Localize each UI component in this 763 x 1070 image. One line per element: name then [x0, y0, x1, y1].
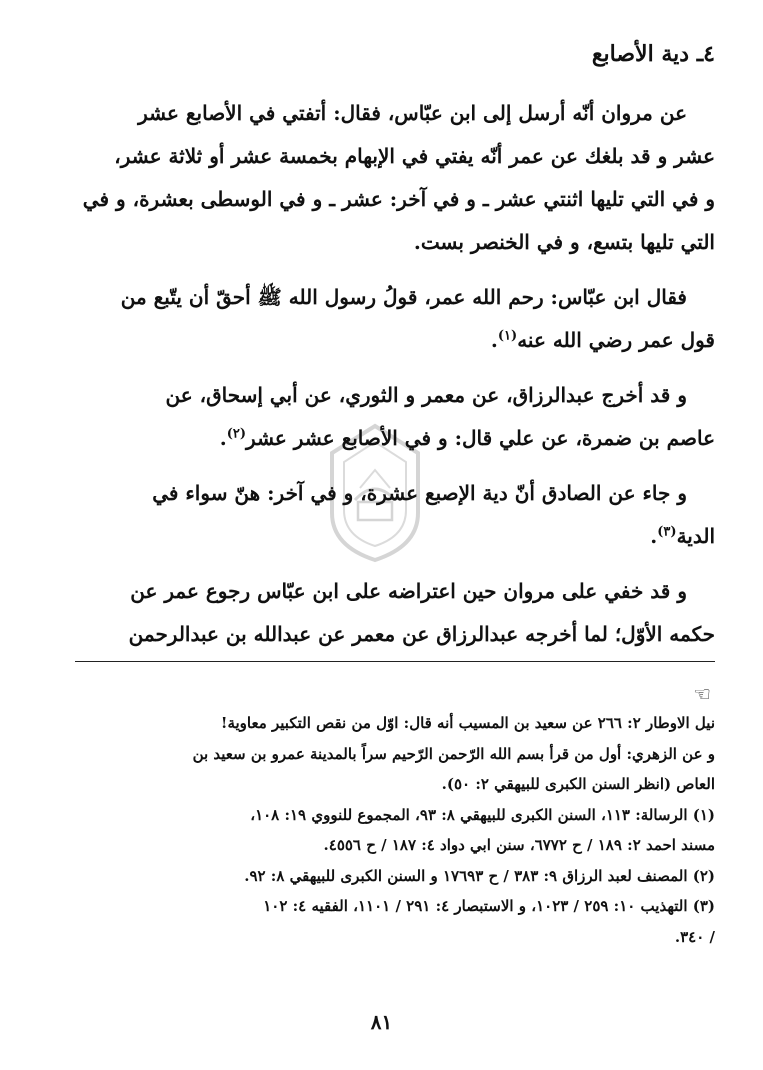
footnote-1: (١) الرسالة: ١١٣، السنن الكبرى للبيهقي ٨: ٩٣، المجموع للنووي ١٩: ١٠٨، — [250, 805, 715, 824]
footnote-line: العاص (انظر السنن الكبرى للبيهقي ٢: ٥٠). — [441, 775, 715, 793]
footnote-line: نيل الاوطار ٢: ٢٦٦ عن سعيد بن المسيب أنه قال: اوّل من نقص التكبير معاوية! — [220, 714, 715, 732]
text-line: الدية$^{(٣)}$. — [650, 524, 715, 548]
text-line: و قد أخرج عبدالرزاق، عن معمر و الثوري، عن أبي إسحاق، عن — [165, 383, 687, 407]
paragraph-3 — [48, 374, 715, 460]
paragraph-5 — [48, 570, 715, 656]
footnote-3: (٣) التهذيب ١٠: ٢٥٩ / ١٠٢٣، و الاستبصار ٤: ٢٩١ / ١١٠١، الفقيه ٤: ١٠٢ — [263, 897, 715, 915]
text-line: و جاء عن الصادق أنّ دية الإصبع عشرة، و في آخر: هنّ سواء في — [152, 481, 687, 505]
footnote-line: و عن الزهري: أول من قرأ بسم الله الرّحمن الرّحيم سراً بالمدينة عمرو بن سعيد بن — [192, 744, 715, 763]
paragraph-2 — [48, 276, 715, 362]
footnote-ref-1[interactable]: (١) — [497, 328, 518, 344]
text-line: حكمه الأوّل؛ لما أخرجه عبدالرزاق عن معمر عن عبدالله بن عبدالرحمن — [128, 622, 715, 646]
page-number: ٨١ — [370, 1010, 393, 1034]
footnote-ref-2[interactable]: (٢) — [226, 426, 247, 442]
footnote-ref-3[interactable]: (٣) — [657, 524, 677, 540]
text-line: و قد خفي على مروان حين اعتراضه على ابن عبّاس رجوع عمر عن — [130, 579, 687, 603]
section-heading: ٤ـ دية الأصابع — [591, 41, 715, 67]
paragraph-4 — [48, 472, 715, 558]
pointing-hand-icon: ☞ — [693, 682, 711, 706]
text-line: التي تليها بتسع، و في الخنصر بست. — [413, 230, 715, 254]
paragraph-1 — [48, 92, 715, 264]
text-line: و في التي تليها اثنتي عشر ـ و في آخر: عشر ـ و في الوسطى بعشرة، و في — [82, 187, 715, 211]
footnote-line: / ٣٤٠. — [674, 927, 715, 946]
footnote-line: مسند احمد ٢: ١٨٩ / ح ٦٧٧٢، سنن ابي دواد ٤: ١٨٧ / ح ٤٥٥٦. — [323, 836, 715, 854]
text-line: عشر و قد بلغك عن عمر أنّه يفتي في الإبهام بخمسة عشر أو ثلاثة عشر، — [114, 144, 715, 168]
text-line: قول عمر رضي الله عنه$^{(١)}$. — [490, 328, 715, 352]
footnote-divider — [75, 661, 715, 662]
text-line: عن مروان أنّه أرسل إلى ابن عبّاس، فقال: أتفتي في الأصابع عشر — [138, 101, 687, 125]
footnotes — [48, 708, 715, 952]
main-text — [48, 92, 715, 668]
text-line: فقال ابن عبّاس: رحم الله عمر، قولُ رسول الله ﷺ أحقّ أن يتّبع من — [120, 285, 687, 309]
footnote-2: (٢) المصنف لعبد الرزاق ٩: ٣٨٣ / ح ١٧٦٩٣ و السنن الكبرى للبيهقي ٨: ٩٢. — [244, 866, 715, 885]
text-line: عاصم بن ضمرة، عن علي قال: و في الأصابع عشر عشر$^{(٢)}$. — [219, 426, 715, 450]
